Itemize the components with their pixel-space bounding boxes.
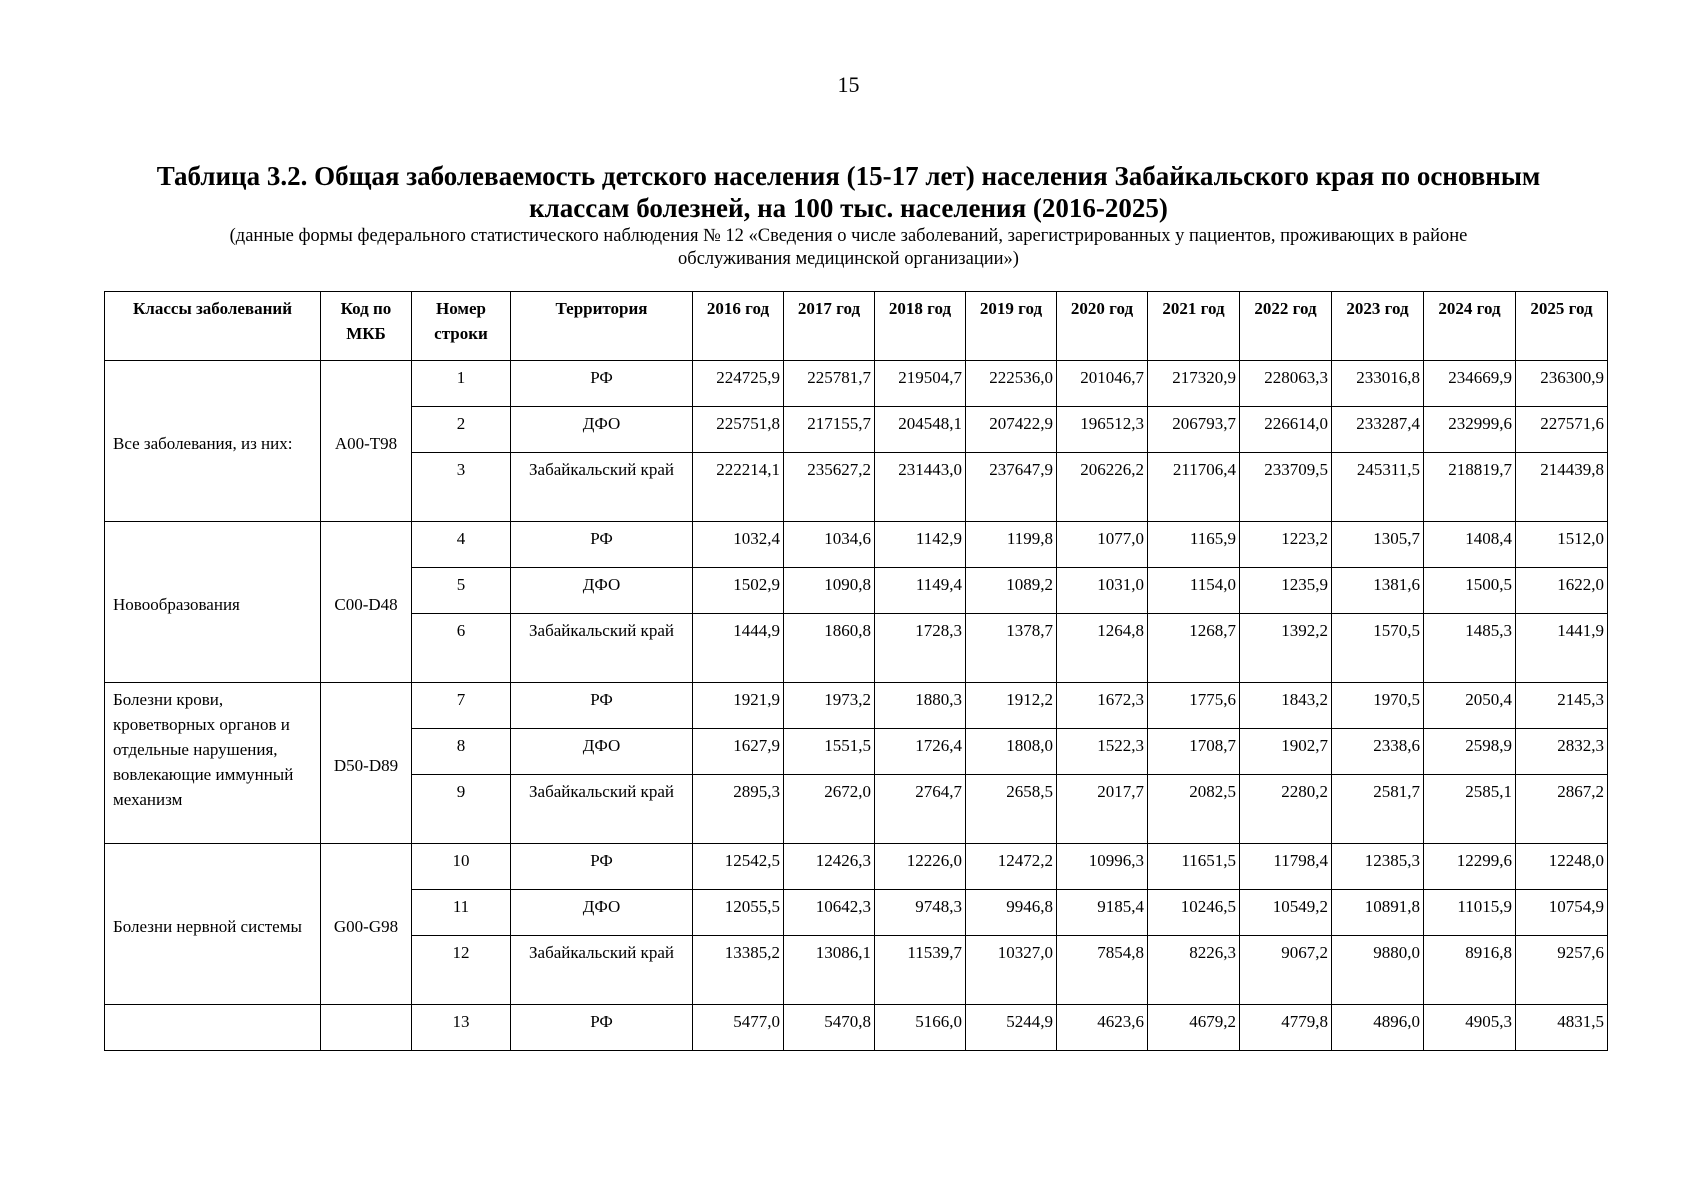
value-cell: 245311,5 (1332, 453, 1424, 522)
value-cell: 227571,6 (1516, 407, 1608, 453)
value-cell: 1627,9 (693, 729, 784, 775)
row-number-cell: 4 (412, 522, 511, 568)
value-cell: 1165,9 (1148, 522, 1240, 568)
value-cell: 12472,2 (966, 844, 1057, 890)
value-cell: 11015,9 (1424, 890, 1516, 936)
table-title (100, 160, 1597, 224)
value-cell: 1032,4 (693, 522, 784, 568)
value-cell: 1149,4 (875, 568, 966, 614)
value-cell: 1223,2 (1240, 522, 1332, 568)
value-cell: 1672,3 (1057, 683, 1148, 729)
disease-class-cell (105, 1005, 321, 1051)
value-cell: 9185,4 (1057, 890, 1148, 936)
value-cell: 214439,8 (1516, 453, 1608, 522)
header-row-number: Номер строки (412, 292, 511, 361)
header-code: Код по МКБ (321, 292, 412, 361)
value-cell: 8226,3 (1148, 936, 1240, 1005)
table-subtitle (140, 225, 1557, 271)
value-cell: 217320,9 (1148, 361, 1240, 407)
value-cell: 12542,5 (693, 844, 784, 890)
value-cell: 1775,6 (1148, 683, 1240, 729)
row-number-cell: 12 (412, 936, 511, 1005)
value-cell: 2658,5 (966, 775, 1057, 844)
header-year: 2022 год (1240, 292, 1332, 361)
value-cell: 5470,8 (784, 1005, 875, 1051)
value-cell: 4679,2 (1148, 1005, 1240, 1051)
value-cell: 10996,3 (1057, 844, 1148, 890)
disease-class-cell: Болезни крови, кроветворных органов и отдельные нарушения, вовлекающие иммунный механизм (105, 683, 321, 844)
value-cell: 1973,2 (784, 683, 875, 729)
value-cell: 219504,7 (875, 361, 966, 407)
value-cell: 1860,8 (784, 614, 875, 683)
table-title-line-2: классам болезней, на 100 тыс. населения (2016-2025) (529, 193, 1168, 223)
value-cell: 1408,4 (1424, 522, 1516, 568)
disease-class-cell: Новообразования (105, 522, 321, 683)
row-number-cell: 9 (412, 775, 511, 844)
value-cell: 2145,3 (1516, 683, 1608, 729)
value-cell: 12385,3 (1332, 844, 1424, 890)
value-cell: 1622,0 (1516, 568, 1608, 614)
value-cell: 4623,6 (1057, 1005, 1148, 1051)
value-cell: 13086,1 (784, 936, 875, 1005)
row-number-cell: 2 (412, 407, 511, 453)
value-cell: 222536,0 (966, 361, 1057, 407)
row-number-cell: 8 (412, 729, 511, 775)
table-title-line-1: Таблица 3.2. Общая заболеваемость детского населения (15-17 лет) населения Забайкальского края по основным (156, 161, 1541, 191)
value-cell: 12248,0 (1516, 844, 1608, 890)
value-cell: 2895,3 (693, 775, 784, 844)
row-number-cell: 3 (412, 453, 511, 522)
value-cell: 233709,5 (1240, 453, 1332, 522)
value-cell: 2672,0 (784, 775, 875, 844)
value-cell: 1726,4 (875, 729, 966, 775)
header-year: 2018 год (875, 292, 966, 361)
value-cell: 11651,5 (1148, 844, 1240, 890)
value-cell: 1264,8 (1057, 614, 1148, 683)
value-cell: 233287,4 (1332, 407, 1424, 453)
value-cell: 4831,5 (1516, 1005, 1608, 1051)
territory-cell: РФ (511, 522, 693, 568)
header-year: 2021 год (1148, 292, 1240, 361)
value-cell: 7854,8 (1057, 936, 1148, 1005)
value-cell: 1551,5 (784, 729, 875, 775)
value-cell: 1034,6 (784, 522, 875, 568)
value-cell: 196512,3 (1057, 407, 1148, 453)
value-cell: 2017,7 (1057, 775, 1148, 844)
header-year: 2023 год (1332, 292, 1424, 361)
morbidity-table (104, 291, 1608, 1051)
header-year: 2020 год (1057, 292, 1148, 361)
value-cell: 1268,7 (1148, 614, 1240, 683)
value-cell: 1378,7 (966, 614, 1057, 683)
territory-cell: РФ (511, 683, 693, 729)
value-cell: 1444,9 (693, 614, 784, 683)
territory-cell: ДФО (511, 568, 693, 614)
value-cell: 9946,8 (966, 890, 1057, 936)
table-row (105, 1005, 1608, 1051)
value-cell: 207422,9 (966, 407, 1057, 453)
value-cell: 224725,9 (693, 361, 784, 407)
value-cell: 10642,3 (784, 890, 875, 936)
value-cell: 231443,0 (875, 453, 966, 522)
row-number-cell: 11 (412, 890, 511, 936)
value-cell: 2867,2 (1516, 775, 1608, 844)
territory-cell: Забайкальский край (511, 936, 693, 1005)
value-cell: 1902,7 (1240, 729, 1332, 775)
header-year: 2016 год (693, 292, 784, 361)
value-cell: 9067,2 (1240, 936, 1332, 1005)
territory-cell: ДФО (511, 407, 693, 453)
value-cell: 1031,0 (1057, 568, 1148, 614)
value-cell: 2338,6 (1332, 729, 1424, 775)
value-cell: 12426,3 (784, 844, 875, 890)
value-cell: 1142,9 (875, 522, 966, 568)
value-cell: 206226,2 (1057, 453, 1148, 522)
value-cell: 11798,4 (1240, 844, 1332, 890)
value-cell: 1154,0 (1148, 568, 1240, 614)
value-cell: 1090,8 (784, 568, 875, 614)
value-cell: 10754,9 (1516, 890, 1608, 936)
row-number-cell: 13 (412, 1005, 511, 1051)
value-cell: 211706,4 (1148, 453, 1240, 522)
value-cell: 4905,3 (1424, 1005, 1516, 1051)
territory-cell: РФ (511, 1005, 693, 1051)
value-cell: 226614,0 (1240, 407, 1332, 453)
value-cell: 11539,7 (875, 936, 966, 1005)
table-subtitle-line-1: (данные формы федерального статистического наблюдения № 12 «Сведения о числе заболеваний, зарегистрированных у пациентов, проживающих в районе (229, 226, 1468, 246)
value-cell: 12226,0 (875, 844, 966, 890)
value-cell: 237647,9 (966, 453, 1057, 522)
table-row (105, 361, 1608, 407)
value-cell: 234669,9 (1424, 361, 1516, 407)
value-cell: 4779,8 (1240, 1005, 1332, 1051)
value-cell: 2598,9 (1424, 729, 1516, 775)
value-cell: 10891,8 (1332, 890, 1424, 936)
value-cell: 1880,3 (875, 683, 966, 729)
value-cell: 1912,2 (966, 683, 1057, 729)
value-cell: 235627,2 (784, 453, 875, 522)
value-cell: 2764,7 (875, 775, 966, 844)
value-cell: 10549,2 (1240, 890, 1332, 936)
value-cell: 204548,1 (875, 407, 966, 453)
value-cell: 5244,9 (966, 1005, 1057, 1051)
value-cell: 1500,5 (1424, 568, 1516, 614)
row-number-cell: 7 (412, 683, 511, 729)
header-row (105, 292, 1608, 361)
header-class: Классы заболеваний (105, 292, 321, 361)
value-cell: 2082,5 (1148, 775, 1240, 844)
value-cell: 10327,0 (966, 936, 1057, 1005)
value-cell: 1392,2 (1240, 614, 1332, 683)
value-cell: 222214,1 (693, 453, 784, 522)
territory-cell: Забайкальский край (511, 453, 693, 522)
value-cell: 1728,3 (875, 614, 966, 683)
header-year: 2024 год (1424, 292, 1516, 361)
value-cell: 2581,7 (1332, 775, 1424, 844)
value-cell: 4896,0 (1332, 1005, 1424, 1051)
value-cell: 225781,7 (784, 361, 875, 407)
row-number-cell: 1 (412, 361, 511, 407)
header-year: 2025 год (1516, 292, 1608, 361)
value-cell: 225751,8 (693, 407, 784, 453)
disease-class-cell: Все заболевания, из них: (105, 361, 321, 522)
header-year: 2017 год (784, 292, 875, 361)
value-cell: 1305,7 (1332, 522, 1424, 568)
value-cell: 1843,2 (1240, 683, 1332, 729)
value-cell: 1522,3 (1057, 729, 1148, 775)
icd-code-cell: C00-D48 (321, 522, 412, 683)
value-cell: 2832,3 (1516, 729, 1608, 775)
value-cell: 2050,4 (1424, 683, 1516, 729)
value-cell: 1381,6 (1332, 568, 1424, 614)
value-cell: 206793,7 (1148, 407, 1240, 453)
value-cell: 217155,7 (784, 407, 875, 453)
table-row (105, 522, 1608, 568)
value-cell: 5166,0 (875, 1005, 966, 1051)
value-cell: 8916,8 (1424, 936, 1516, 1005)
value-cell: 1089,2 (966, 568, 1057, 614)
territory-cell: ДФО (511, 729, 693, 775)
value-cell: 10246,5 (1148, 890, 1240, 936)
value-cell: 233016,8 (1332, 361, 1424, 407)
territory-cell: Забайкальский край (511, 775, 693, 844)
territory-cell: РФ (511, 844, 693, 890)
value-cell: 201046,7 (1057, 361, 1148, 407)
value-cell: 2280,2 (1240, 775, 1332, 844)
table-row (105, 844, 1608, 890)
value-cell: 232999,6 (1424, 407, 1516, 453)
value-cell: 12299,6 (1424, 844, 1516, 890)
value-cell: 1502,9 (693, 568, 784, 614)
row-number-cell: 6 (412, 614, 511, 683)
value-cell: 218819,7 (1424, 453, 1516, 522)
icd-code-cell: D50-D89 (321, 683, 412, 844)
territory-cell: Забайкальский край (511, 614, 693, 683)
value-cell: 1512,0 (1516, 522, 1608, 568)
value-cell: 1708,7 (1148, 729, 1240, 775)
value-cell: 1485,3 (1424, 614, 1516, 683)
header-territory: Территория (511, 292, 693, 361)
table-row (105, 683, 1608, 729)
value-cell: 1808,0 (966, 729, 1057, 775)
icd-code-cell: А00-Т98 (321, 361, 412, 522)
value-cell: 1441,9 (1516, 614, 1608, 683)
icd-code-cell: G00-G98 (321, 844, 412, 1005)
value-cell: 1077,0 (1057, 522, 1148, 568)
value-cell: 2585,1 (1424, 775, 1516, 844)
territory-cell: ДФО (511, 890, 693, 936)
value-cell: 1199,8 (966, 522, 1057, 568)
page-number: 15 (837, 72, 860, 97)
value-cell: 12055,5 (693, 890, 784, 936)
value-cell: 9748,3 (875, 890, 966, 936)
value-cell: 236300,9 (1516, 361, 1608, 407)
value-cell: 228063,3 (1240, 361, 1332, 407)
value-cell: 1970,5 (1332, 683, 1424, 729)
value-cell: 5477,0 (693, 1005, 784, 1051)
value-cell: 9257,6 (1516, 936, 1608, 1005)
disease-class-cell: Болезни нервной системы (105, 844, 321, 1005)
header-year: 2019 год (966, 292, 1057, 361)
icd-code-cell (321, 1005, 412, 1051)
row-number-cell: 5 (412, 568, 511, 614)
value-cell: 1570,5 (1332, 614, 1424, 683)
row-number-cell: 10 (412, 844, 511, 890)
territory-cell: РФ (511, 361, 693, 407)
value-cell: 13385,2 (693, 936, 784, 1005)
value-cell: 1235,9 (1240, 568, 1332, 614)
table-subtitle-line-2: обслуживания медицинской организации») (678, 249, 1019, 269)
value-cell: 1921,9 (693, 683, 784, 729)
value-cell: 9880,0 (1332, 936, 1424, 1005)
